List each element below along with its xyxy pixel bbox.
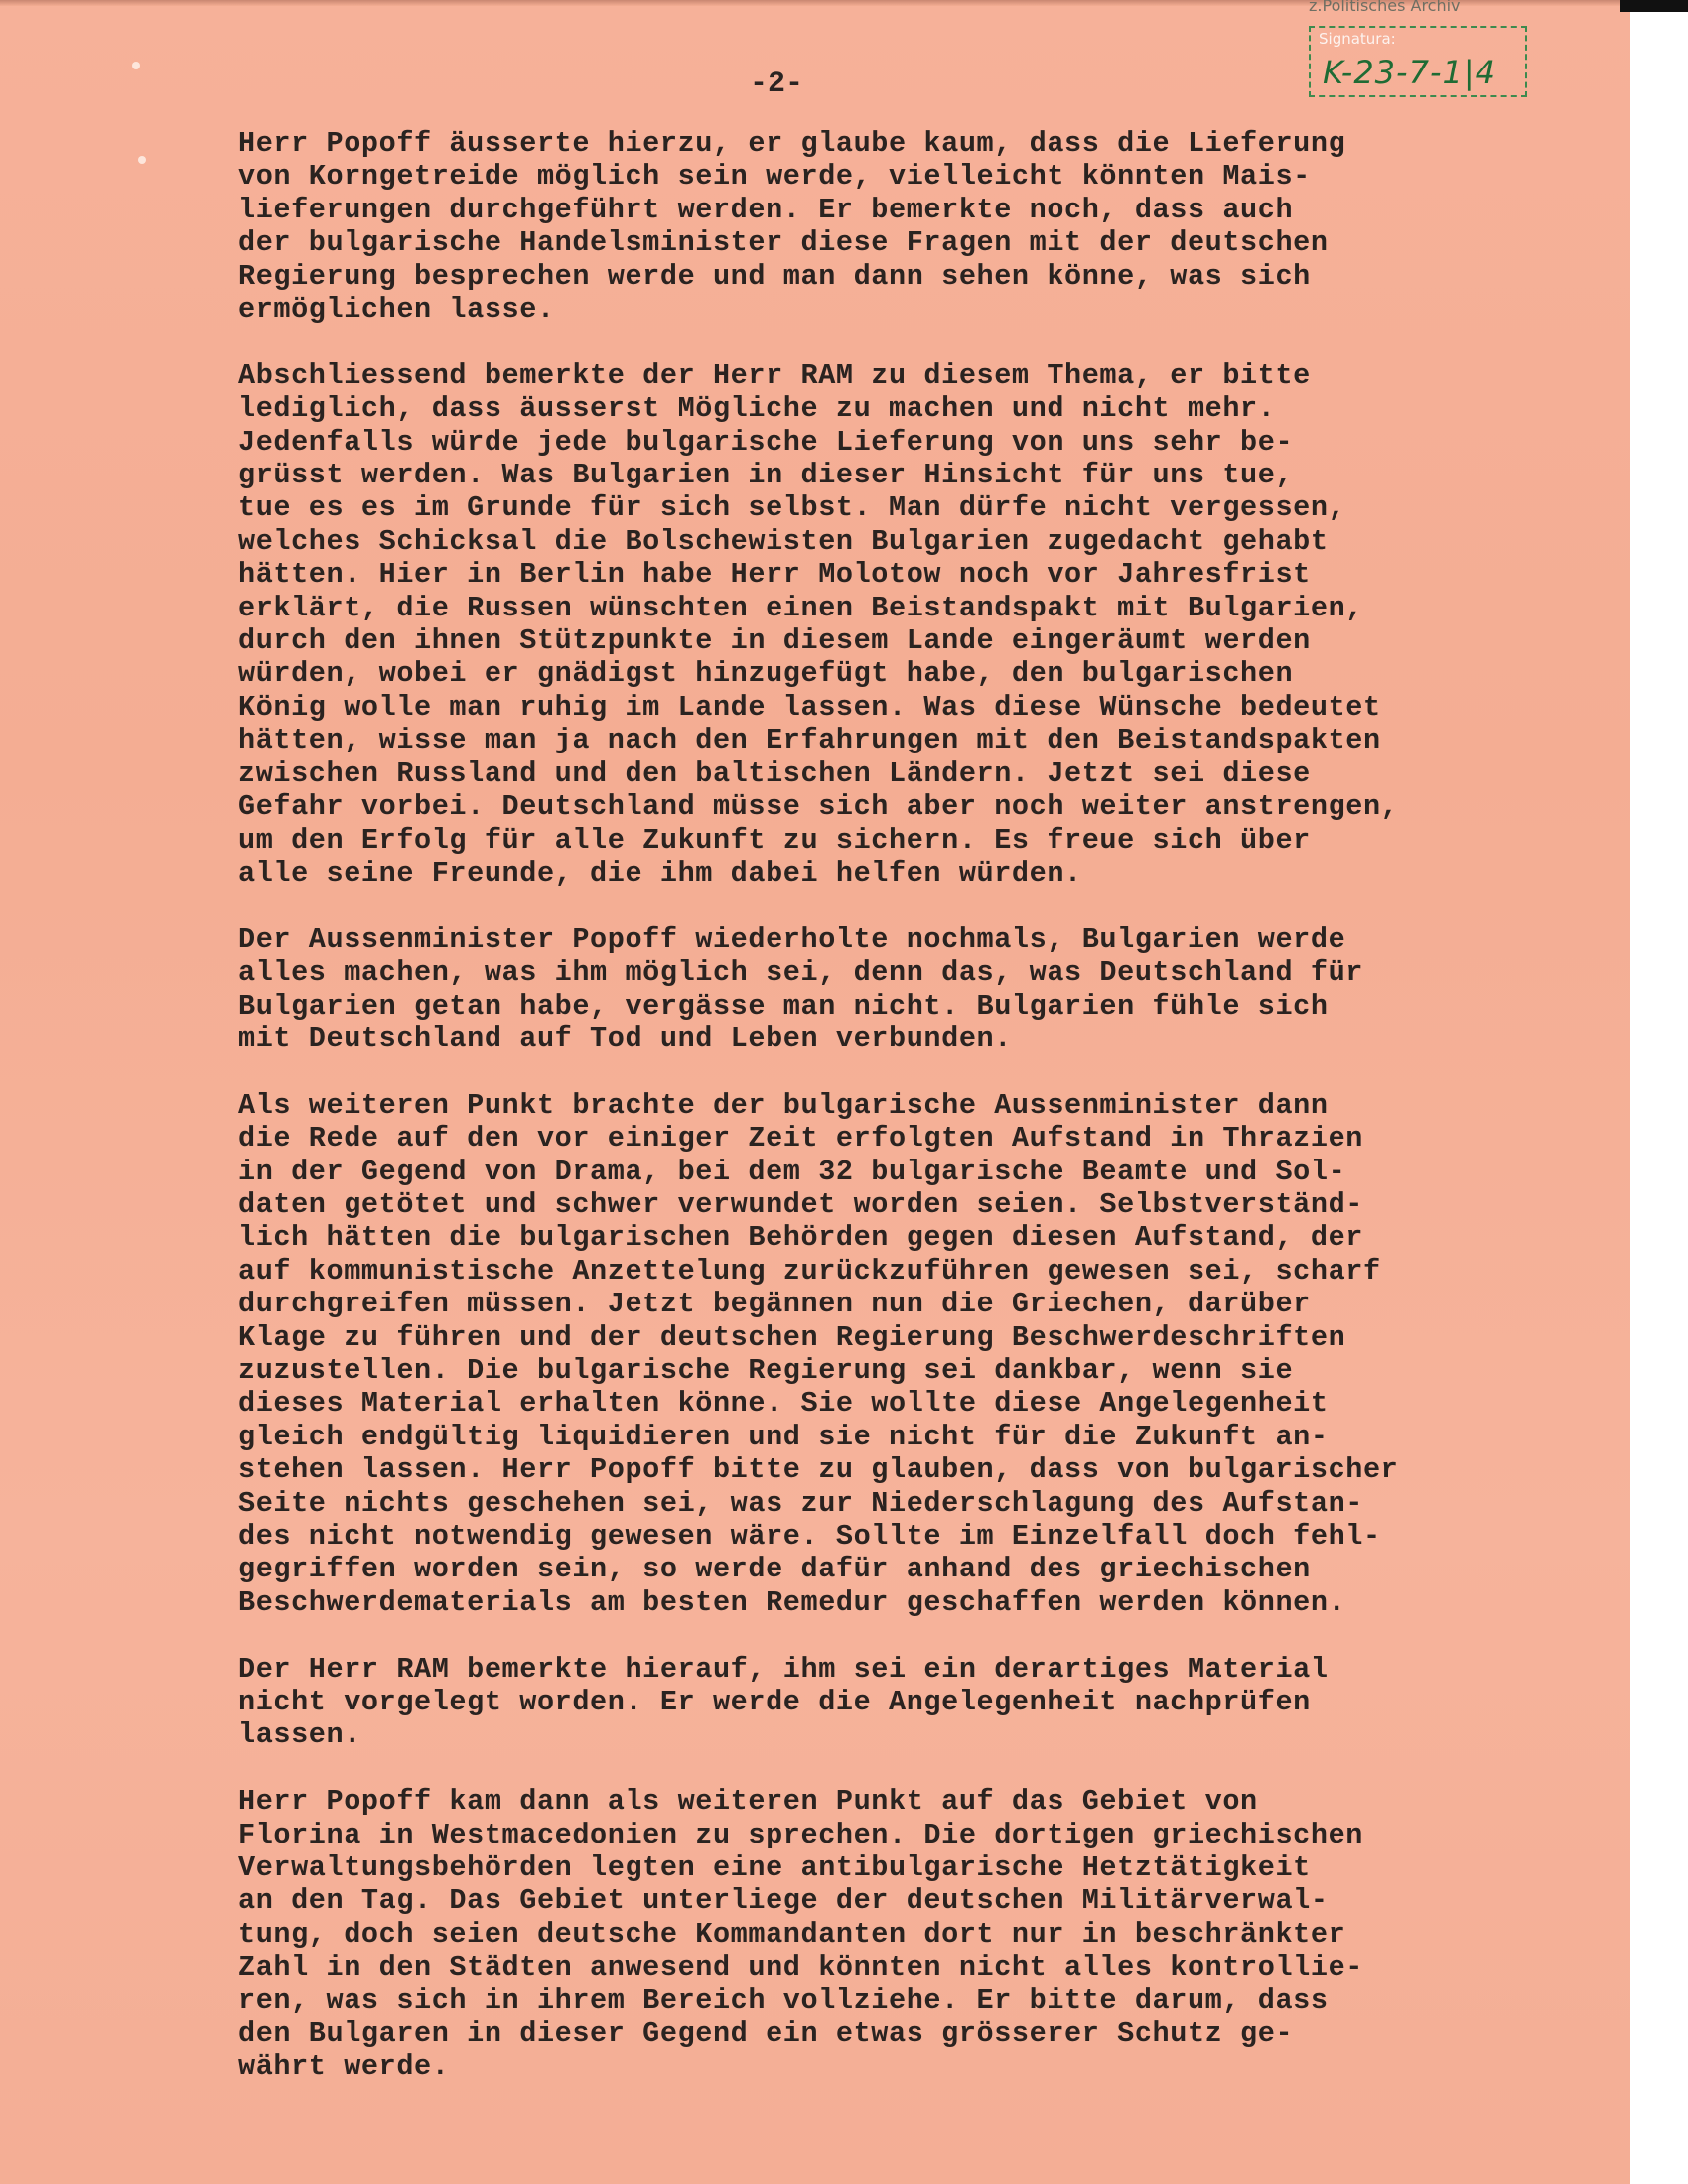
text-line: König wolle man ruhig im Lande lassen. Was diese Wünsche bedeutet	[238, 690, 1381, 724]
paragraph	[238, 1653, 1569, 1752]
text-line: Regierung besprechen werde und man dann sehen könne, was sich	[238, 259, 1311, 293]
text-line: Verwaltungsbehörden legten eine antibulgarische Hetztätigkeit	[238, 1851, 1311, 1885]
text-line: Der Aussenminister Popoff wiederholte nochmals, Bulgarien werde	[238, 922, 1346, 956]
page-number: -2-	[750, 68, 804, 101]
text-line: in der Gegend von Drama, bei dem 32 bulgarische Beamte und Sol-	[238, 1155, 1346, 1188]
paragraph	[238, 1089, 1569, 1620]
text-line: zuzustellen. Die bulgarische Regierung sei dankbar, wenn sie	[238, 1353, 1294, 1387]
text-line: nicht vorgelegt worden. Er werde die Angelegenheit nachprüfen	[238, 1686, 1311, 1719]
text-line: an den Tag. Das Gebiet unterliege der deutschen Militärverwal-	[238, 1884, 1329, 1918]
text-line: dieses Material erhalten könne. Sie wollte diese Angelegenheit	[238, 1387, 1329, 1421]
text-line: ermöglichen lasse.	[238, 293, 555, 327]
paragraph	[238, 359, 1569, 890]
text-line: Gefahr vorbei. Deutschland müsse sich aber noch weiter anstrengen,	[238, 790, 1399, 824]
signature-value: K-23-7-1|4	[1323, 54, 1496, 91]
text-line: Zahl in den Städten anwesend und könnten nicht alles kontrollie-	[238, 1951, 1363, 1984]
text-line: alles machen, was ihm möglich sei, denn das, was Deutschland für	[238, 956, 1363, 990]
text-line: ren, was sich in ihrem Bereich vollziehe. Er bitte darum, dass	[238, 1983, 1329, 2017]
text-line: tung, doch seien deutsche Kommandanten dort nur in beschränkter	[238, 1917, 1346, 1951]
text-line: stehen lassen. Herr Popoff bitte zu glauben, dass von bulgarischer	[238, 1453, 1399, 1487]
punch-hole	[138, 156, 146, 164]
text-line: von Korngetreide möglich sein werde, vielleicht könnten Mais-	[238, 160, 1311, 194]
text-line: erklärt, die Russen wünschten einen Beistandspakt mit Bulgarien,	[238, 591, 1363, 624]
signature-stamp	[1309, 26, 1527, 97]
text-line: hätten, wisse man ja nach den Erfahrungen mit den Beistandspakten	[238, 724, 1381, 757]
text-line: Herr Popoff kam dann als weiteren Punkt auf das Gebiet von	[238, 1785, 1258, 1819]
text-line: Der Herr RAM bemerkte hierauf, ihm sei ein derartiges Material	[238, 1652, 1329, 1686]
text-line: Bulgarien getan habe, vergässe man nicht. Bulgarien fühle sich	[238, 989, 1329, 1023]
stamp-label: Signatura:	[1319, 30, 1396, 48]
text-line: der bulgarische Handelsminister diese Fragen mit der deutschen	[238, 226, 1329, 260]
letter-body	[238, 127, 1569, 2116]
text-line: lieferungen durchgeführt werden. Er bemerkte noch, dass auch	[238, 193, 1294, 226]
text-line: Klage zu führen und der deutschen Regierung Beschwerdeschriften	[238, 1320, 1346, 1354]
text-line: gleich endgültig liquidieren und sie nicht für die Zukunft an-	[238, 1420, 1329, 1453]
paragraph	[238, 127, 1569, 326]
text-line: hätten. Hier in Berlin habe Herr Molotow noch vor Jahresfrist	[238, 558, 1311, 592]
text-line: tue es es im Grunde für sich selbst. Man dürfe nicht vergessen,	[238, 491, 1346, 525]
text-line: des nicht notwendig gewesen wäre. Sollte im Einzelfall doch fehl-	[238, 1520, 1381, 1554]
text-line: alle seine Freunde, die ihm dabei helfen würden.	[238, 856, 1082, 889]
scan-edge-bar	[1620, 0, 1688, 12]
text-line: daten getötet und schwer verwundet worden seien. Selbstverständ-	[238, 1187, 1363, 1221]
text-line: Seite nichts geschehen sei, was zur Niederschlagung des Aufstan-	[238, 1486, 1363, 1520]
scan-margin	[1630, 0, 1688, 2184]
text-line: zwischen Russland und den baltischen Ländern. Jetzt sei diese	[238, 756, 1311, 790]
text-line: Herr Popoff äusserte hierzu, er glaube kaum, dass die Lieferung	[238, 127, 1346, 160]
text-line: um den Erfolg für alle Zukunft zu sichern. Es freue sich über	[238, 823, 1311, 857]
text-line: welches Schicksal die Bolschewisten Bulgarien zugedacht gehabt	[238, 524, 1329, 558]
text-line: die Rede auf den vor einiger Zeit erfolgten Aufstand in Thrazien	[238, 1122, 1363, 1156]
punch-hole	[132, 62, 140, 69]
paragraph	[238, 1785, 1569, 2084]
archive-label: z.Politisches Archiv	[1309, 0, 1461, 14]
text-line: durch den ihnen Stützpunkte in diesem Lande eingeräumt werden	[238, 624, 1311, 658]
text-line: lediglich, dass äusserst Mögliche zu machen und nicht mehr.	[238, 392, 1276, 426]
text-line: lich hätten die bulgarischen Behörden gegen diesen Aufstand, der	[238, 1221, 1363, 1255]
text-line: gegriffen worden sein, so werde dafür anhand des griechischen	[238, 1553, 1311, 1586]
text-line: Abschliessend bemerkte der Herr RAM zu diesem Thema, er bitte	[238, 358, 1311, 392]
text-line: Beschwerdematerials am besten Remedur geschaffen werden können.	[238, 1585, 1346, 1619]
text-line: Als weiteren Punkt brachte der bulgarische Aussenminister dann	[238, 1088, 1329, 1122]
text-line: grüsst werden. Was Bulgarien in dieser Hinsicht für uns tue,	[238, 459, 1294, 492]
text-line: durchgreifen müssen. Jetzt begännen nun die Griechen, darüber	[238, 1288, 1311, 1321]
text-line: auf kommunistische Anzettelung zurückzuführen gewesen sei, scharf	[238, 1254, 1381, 1288]
text-line: Florina in Westmacedonien zu sprechen. Die dortigen griechischen	[238, 1818, 1363, 1851]
text-line: währt werde.	[238, 2050, 450, 2084]
text-line: lassen.	[238, 1718, 361, 1752]
text-line: den Bulgaren in dieser Gegend ein etwas grösserer Schutz ge-	[238, 2017, 1294, 2051]
text-line: Jedenfalls würde jede bulgarische Lieferung von uns sehr be-	[238, 425, 1294, 459]
text-line: würden, wobei er gnädigst hinzugefügt habe, den bulgarischen	[238, 657, 1294, 691]
text-line: mit Deutschland auf Tod und Leben verbunden.	[238, 1022, 1012, 1055]
paragraph	[238, 923, 1569, 1056]
